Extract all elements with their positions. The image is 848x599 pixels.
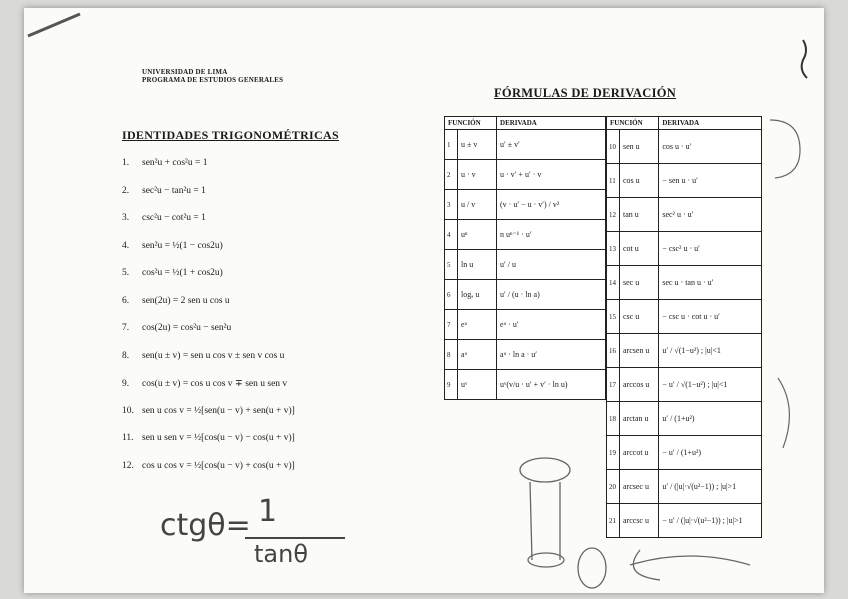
formula-number: 1 bbox=[445, 130, 458, 160]
derivative-cell: sec u · tan u · u′ bbox=[659, 266, 762, 300]
formula-number: 15 bbox=[607, 300, 620, 334]
derivative-cell: (v · u′ − u · v′) / v² bbox=[497, 190, 606, 220]
formula-number: 10 bbox=[607, 130, 620, 164]
derivative-cell: u′ / (u · ln a) bbox=[497, 280, 606, 310]
derivative-cell: u′ / u bbox=[497, 250, 606, 280]
formula-number: 12 bbox=[607, 198, 620, 232]
function-cell: arctan u bbox=[620, 402, 659, 436]
identity-formula: cos u cos v = ½[cos(u − v) + cos(u + v)] bbox=[142, 460, 295, 471]
function-cell: uⁿ bbox=[458, 220, 497, 250]
identity-formula: cos(2u) = cos²u − sen²u bbox=[142, 323, 232, 333]
identity-number: 1. bbox=[122, 158, 130, 168]
function-cell: aᵘ bbox=[458, 340, 497, 370]
function-cell: ln u bbox=[458, 250, 497, 280]
identity-number: 9. bbox=[122, 379, 130, 389]
function-cell: arccos u bbox=[620, 368, 659, 402]
function-cell: arcsec u bbox=[620, 470, 659, 504]
derivative-cell: eᵘ · u′ bbox=[497, 310, 606, 340]
identity-formula: sen²u + cos²u = 1 bbox=[142, 158, 208, 168]
formula-number: 9 bbox=[445, 370, 458, 400]
derivative-cell: cos u · u′ bbox=[659, 130, 762, 164]
identity-formula: csc²u − cot²u = 1 bbox=[142, 213, 206, 223]
derivative-cell: − sen u · u′ bbox=[659, 164, 762, 198]
institution-name: UNIVERSIDAD DE LIMA bbox=[142, 68, 228, 76]
formula-number: 5 bbox=[445, 250, 458, 280]
identity-formula: sen(2u) = 2 sen u cos u bbox=[142, 295, 230, 306]
identity-number: 6. bbox=[122, 295, 130, 306]
identity-formula: sen u cos v = ½[sen(u − v) + sen(u + v)] bbox=[142, 405, 295, 416]
handwritten-lhs: ctgθ= bbox=[160, 508, 251, 543]
derivative-cell: sec² u · u′ bbox=[659, 198, 762, 232]
derivative-cell: u′ ± v′ bbox=[497, 130, 606, 160]
col-header-function: FUNCIÓN bbox=[445, 117, 497, 130]
derivative-cell: u′ / √(1−u²) ; |u|<1 bbox=[659, 334, 762, 368]
formula-number: 21 bbox=[607, 504, 620, 538]
derivative-cell: u · v′ + u′ · v bbox=[497, 160, 606, 190]
identity-number: 10. bbox=[122, 405, 134, 416]
function-cell: cot u bbox=[620, 232, 659, 266]
formula-number: 3 bbox=[445, 190, 458, 220]
function-cell: arccsc u bbox=[620, 504, 659, 538]
formula-number: 4 bbox=[445, 220, 458, 250]
identity-number: 2. bbox=[122, 185, 130, 196]
col-header-function: FUNCIÓN bbox=[607, 117, 659, 130]
formula-number: 6 bbox=[445, 280, 458, 310]
identity-number: 12. bbox=[122, 460, 134, 471]
function-cell: u ± v bbox=[458, 130, 497, 160]
derivative-cell: u′ / (1+u²) bbox=[659, 402, 762, 436]
function-cell: cos u bbox=[620, 164, 659, 198]
function-cell: arccot u bbox=[620, 436, 659, 470]
function-cell: sec u bbox=[620, 266, 659, 300]
program-name: PROGRAMA DE ESTUDIOS GENERALES bbox=[142, 76, 284, 84]
identity-number: 3. bbox=[122, 213, 130, 223]
formula-number: 20 bbox=[607, 470, 620, 504]
identity-formula: cos²u = ½(1 + cos2u) bbox=[142, 268, 223, 278]
handwritten-denominator: tanθ bbox=[254, 540, 309, 568]
formula-number: 7 bbox=[445, 310, 458, 340]
function-cell: csc u bbox=[620, 300, 659, 334]
function-cell: tan u bbox=[620, 198, 659, 232]
formula-number: 11 bbox=[607, 164, 620, 198]
identity-formula: sec²u − tan²u = 1 bbox=[142, 185, 206, 196]
formula-number: 14 bbox=[607, 266, 620, 300]
derivative-cell: u′ / (|u|·√(u²−1)) ; |u|>1 bbox=[659, 470, 762, 504]
formula-number: 18 bbox=[607, 402, 620, 436]
derivative-cell: − u′ / (|u|·√(u²−1)) ; |u|>1 bbox=[659, 504, 762, 538]
identity-number: 8. bbox=[122, 350, 130, 361]
handwritten-numerator: 1 bbox=[258, 494, 278, 529]
identity-number: 5. bbox=[122, 268, 130, 278]
function-cell: uᵛ bbox=[458, 370, 497, 400]
derivative-cell: − csc u · cot u · u′ bbox=[659, 300, 762, 334]
identity-formula: sen u sen v = ½[cos(u − v) − cos(u + v)] bbox=[142, 433, 295, 443]
formula-number: 17 bbox=[607, 368, 620, 402]
identity-number: 7. bbox=[122, 323, 130, 333]
derivative-cell: − u′ / (1+u²) bbox=[659, 436, 762, 470]
col-header-derivative: DERIVADA bbox=[497, 117, 606, 130]
derivation-formulas-title: FÓRMULAS DE DERIVACIÓN bbox=[494, 86, 677, 100]
derivative-cell: aᵘ · ln a · u′ bbox=[497, 340, 606, 370]
derivative-cell: − u′ / √(1−u²) ; |u|<1 bbox=[659, 368, 762, 402]
function-cell: u / v bbox=[458, 190, 497, 220]
function-cell: sen u bbox=[620, 130, 659, 164]
col-header-derivative: DERIVADA bbox=[659, 117, 762, 130]
formula-number: 16 bbox=[607, 334, 620, 368]
function-cell: u · v bbox=[458, 160, 497, 190]
trig-identities-title: IDENTIDADES TRIGONOMÉTRICAS bbox=[122, 128, 339, 142]
derivative-cell: n uⁿ⁻¹ · u′ bbox=[497, 220, 606, 250]
identity-number: 4. bbox=[122, 240, 130, 251]
function-cell: logₐ u bbox=[458, 280, 497, 310]
identity-formula: sen²u = ½(1 − cos2u) bbox=[142, 240, 223, 251]
identity-formula: cos(u ± v) = cos u cos v ∓ sen u sen v bbox=[142, 379, 288, 389]
identity-number: 11. bbox=[122, 433, 134, 443]
formula-number: 2 bbox=[445, 160, 458, 190]
identity-formula: sen(u ± v) = sen u cos v ± sen v cos u bbox=[142, 350, 285, 361]
function-cell: arcsen u bbox=[620, 334, 659, 368]
formula-number: 13 bbox=[607, 232, 620, 266]
formula-number: 19 bbox=[607, 436, 620, 470]
derivative-cell: uᵛ(v/u · u′ + v′ · ln u) bbox=[497, 370, 606, 400]
derivative-cell: − csc² u · u′ bbox=[659, 232, 762, 266]
formula-number: 8 bbox=[445, 340, 458, 370]
function-cell: eᵘ bbox=[458, 310, 497, 340]
